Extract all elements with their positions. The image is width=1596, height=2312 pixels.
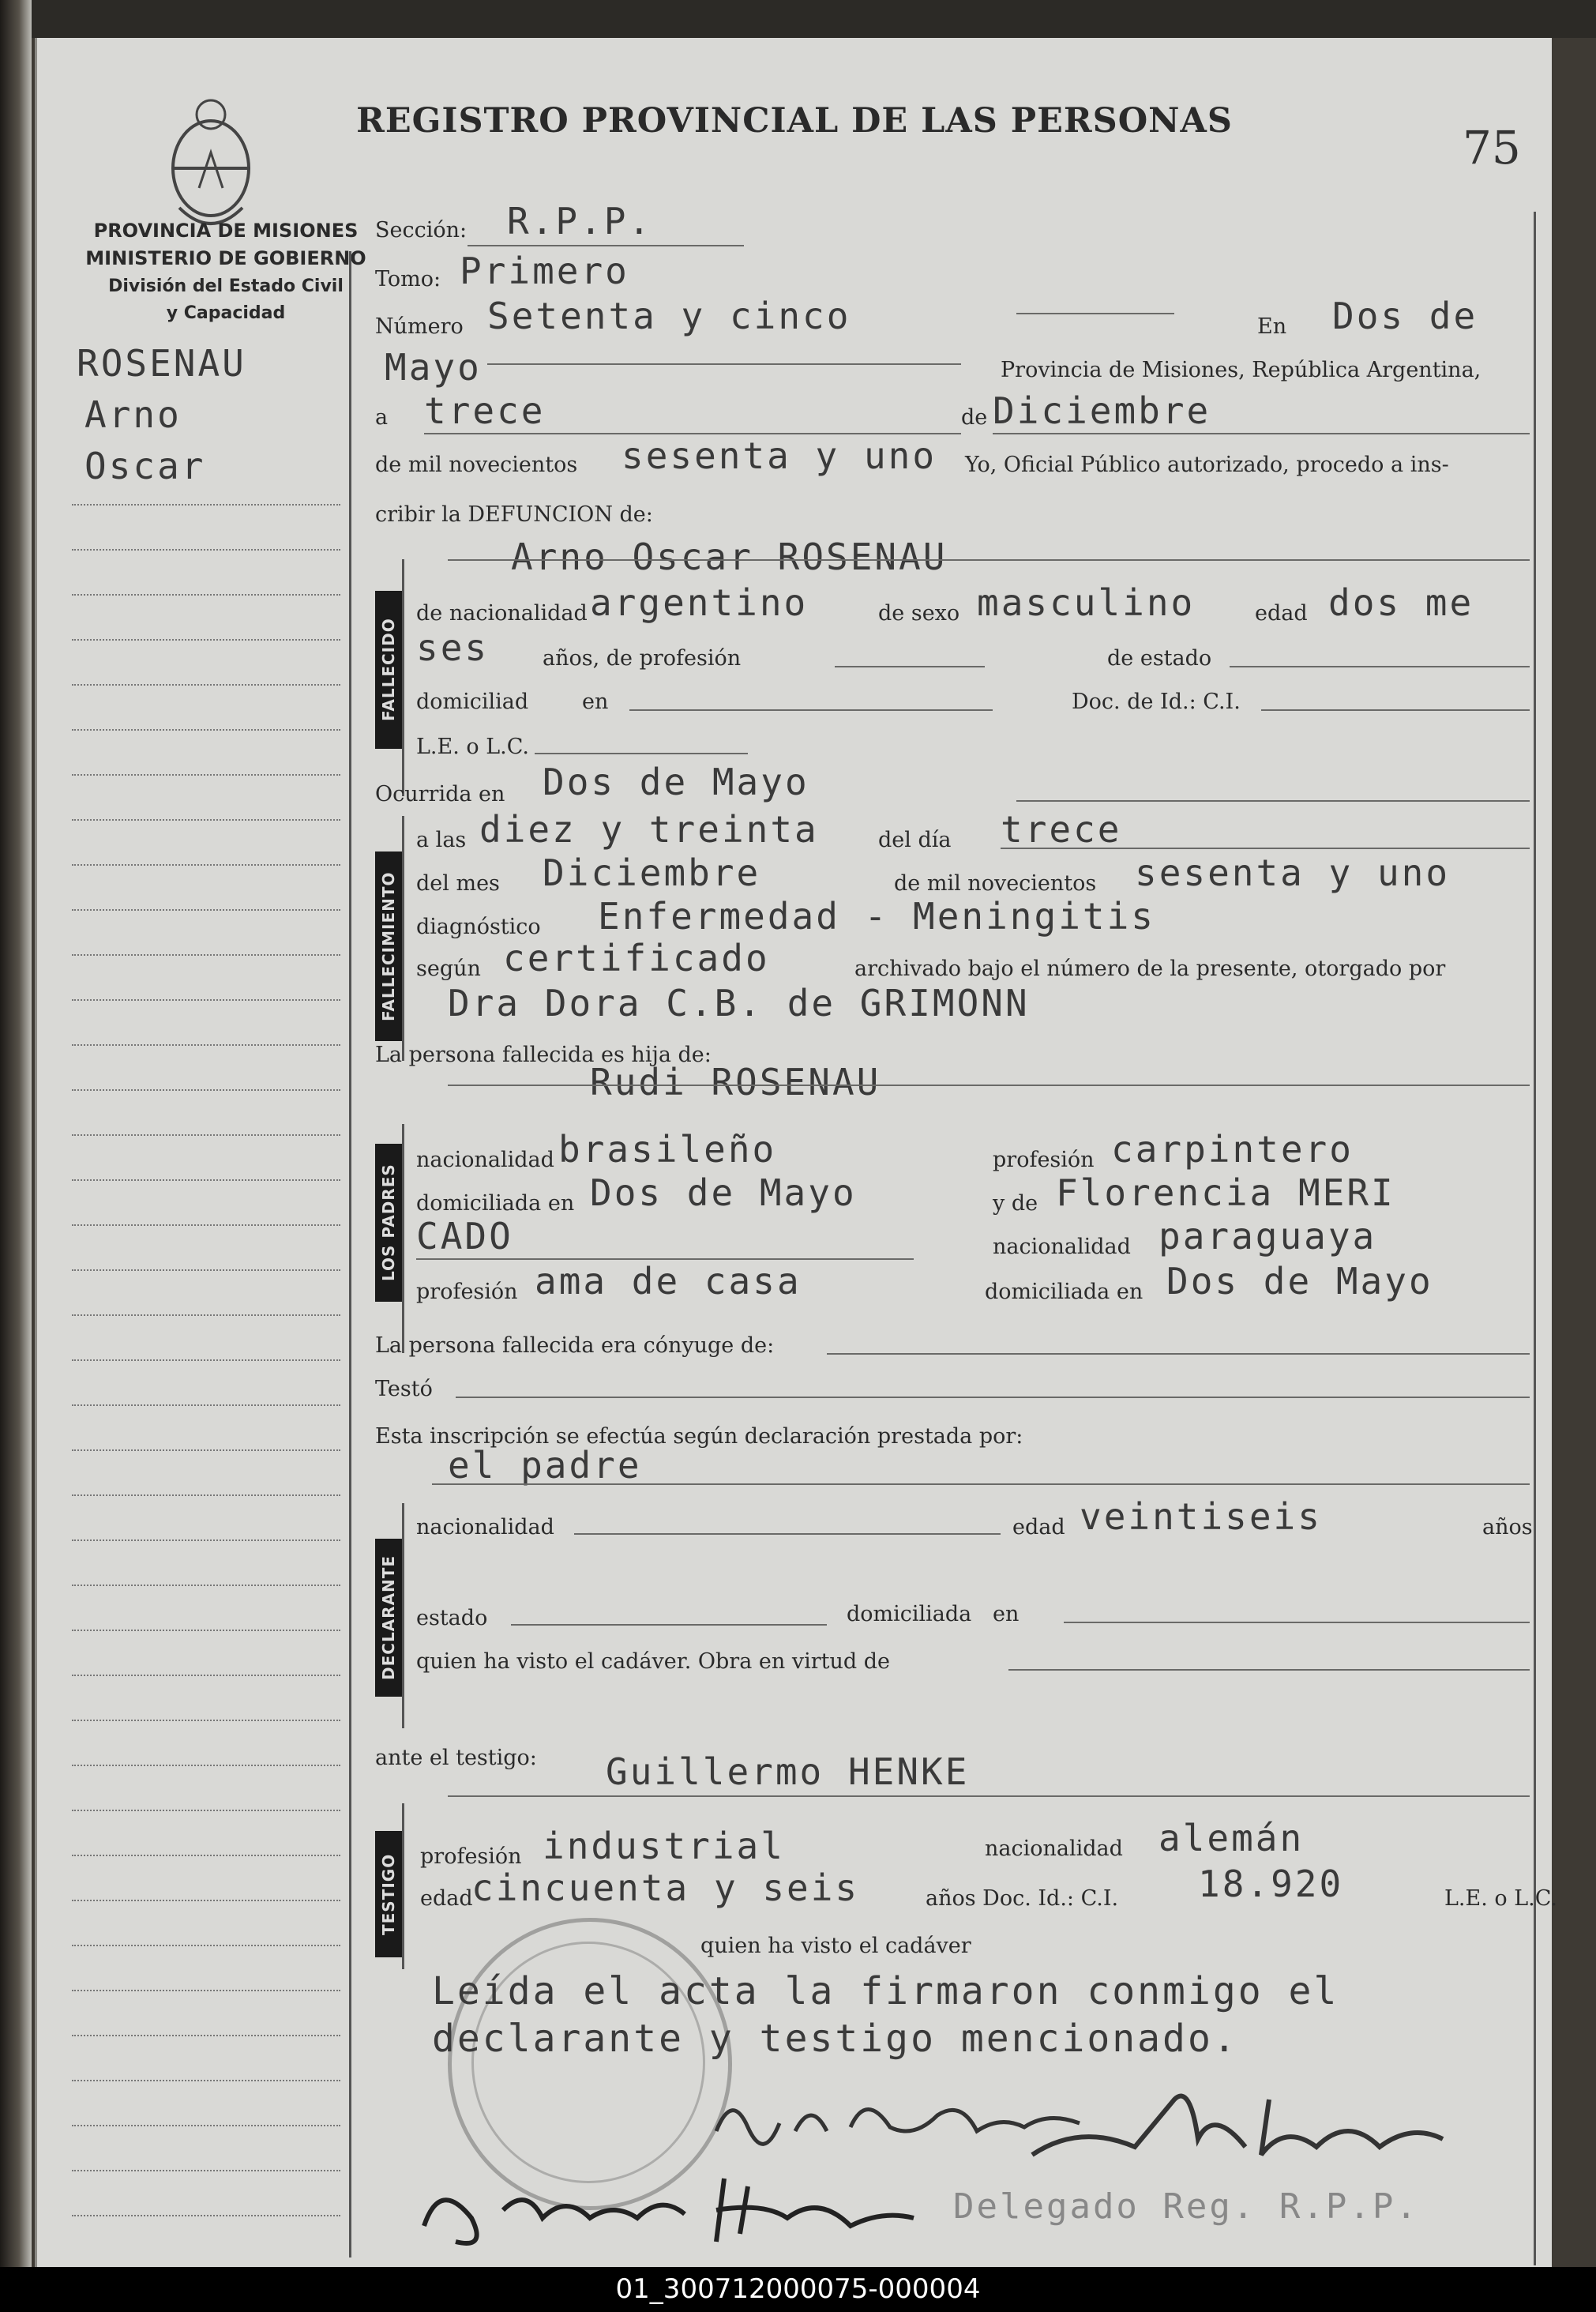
deldia-label: del día — [878, 828, 952, 852]
margin-rule-line — [72, 2080, 340, 2081]
declarante-line — [432, 1483, 1530, 1485]
margin-rule-line — [72, 2035, 340, 2036]
segun-label: según — [416, 957, 481, 981]
hija-label: La persona fallecida es hija de: — [375, 1043, 712, 1067]
testigo-prof-label: profesión — [420, 1844, 522, 1869]
mil-label: de mil novecientos — [375, 453, 578, 477]
deceased-line — [448, 559, 1530, 561]
testigo-signature — [408, 2163, 945, 2257]
delmes-label: del mes — [416, 871, 500, 896]
a-label: a — [375, 405, 389, 430]
fallecido-bracket — [402, 559, 404, 796]
declarante-value: el padre — [448, 1444, 642, 1487]
closing-note-2: declarante y testigo mencionado. — [432, 2017, 1238, 2061]
section-fallecimiento: FALLECIMIENTO — [375, 851, 402, 1041]
testigo-prof-value: industrial — [543, 1825, 785, 1867]
sexo-value: masculino — [977, 581, 1196, 624]
diagnostico-label: diagnóstico — [416, 915, 541, 939]
margin-rule-line — [72, 1314, 340, 1316]
yde-label: y de — [993, 1191, 1038, 1216]
division-name: División del Estado Civil — [108, 276, 344, 296]
margin-rule-line — [72, 729, 340, 731]
domicilio-en-label: en — [582, 690, 609, 714]
demil-label: de mil novecientos — [894, 871, 1097, 896]
division-subname: y Capacidad — [166, 303, 286, 323]
edad-label: edad — [1255, 601, 1308, 626]
anio-value: sesenta y uno — [622, 434, 937, 477]
margin-rule-line — [72, 2215, 340, 2216]
margin-rule-line — [72, 999, 340, 1001]
padre-nac-label: nacionalidad — [416, 1148, 554, 1172]
testigo-line — [448, 1795, 1530, 1797]
margin-first-name: Arno — [84, 393, 182, 436]
fallecimiento-bracket — [402, 816, 404, 1061]
margin-rule-line — [72, 504, 340, 506]
declarante-bracket — [402, 1503, 404, 1728]
le-line — [535, 753, 748, 754]
margin-rule-line — [72, 1404, 340, 1406]
doc-line — [1261, 709, 1530, 711]
margin-rule-line — [72, 954, 340, 956]
declarante-en-label: en — [993, 1602, 1020, 1626]
margin-rule-line — [72, 1494, 340, 1496]
margin-rule-line — [72, 774, 340, 776]
en-label: En — [1257, 314, 1287, 339]
margin-rule-line — [72, 1269, 340, 1271]
margin-rule-line — [72, 1630, 340, 1631]
margin-rule-line — [72, 1720, 340, 1721]
ocurrida-label: Ocurrida en — [375, 782, 505, 806]
domicilio-line — [629, 709, 993, 711]
archivado-text: archivado bajo el número de la presente, otorgado por — [854, 957, 1446, 981]
closing-note-1: Leída el acta la firmaron conmigo el — [432, 1969, 1339, 2013]
doc-label: Doc. de Id.: C.I. — [1072, 690, 1241, 714]
madre-nac-label: nacionalidad — [993, 1235, 1131, 1259]
mes-line — [993, 433, 1530, 434]
margin-rule-line — [72, 684, 340, 686]
section-padres: LOS PADRES — [375, 1144, 402, 1302]
numero-value: Setenta y cinco — [487, 295, 851, 337]
tomo-label: Tomo: — [375, 267, 441, 291]
margin-surname: ROSENAU — [77, 342, 246, 385]
column-divider — [349, 251, 351, 2257]
margin-rule-line — [72, 1134, 340, 1136]
declarante-edad-value: veintiseis — [1080, 1495, 1322, 1538]
ministry-name: MINISTERIO DE GOBIERNO — [85, 247, 366, 269]
testo-label: Testó — [375, 1377, 433, 1401]
right-border — [1534, 212, 1536, 2265]
testo-line — [456, 1397, 1530, 1398]
margin-rule-line — [72, 1585, 340, 1586]
official-stamp-text: Delegado Reg. R.P.P. — [953, 2186, 1419, 2227]
margin-rule-line — [72, 2125, 340, 2126]
numero-label: Número — [375, 314, 464, 339]
deceased-name: Arno Oscar ROSENAU — [511, 536, 948, 578]
margin-rule-line — [72, 1675, 340, 1676]
ocurrida-line — [1016, 800, 1530, 802]
margin-rule-line — [72, 1855, 340, 1856]
nacionalidad-value: argentino — [590, 581, 809, 624]
madre-prof-label: profesión — [416, 1280, 518, 1304]
margin-second-name: Oscar — [84, 445, 206, 487]
lugar-line — [487, 363, 961, 365]
le-label: L.E. o L.C. — [416, 735, 530, 759]
fecha-dia-line — [1001, 848, 1530, 849]
hora-value: diez y treinta — [479, 808, 819, 851]
register-page — [35, 38, 1558, 2267]
official-signature — [1016, 2076, 1490, 2186]
declarante-visto-line — [1008, 1669, 1530, 1671]
padre-dom-value: Dos de Mayo — [590, 1171, 857, 1214]
declarante-dom-line — [1064, 1622, 1530, 1623]
section-fallecido: FALLECIDO — [375, 591, 402, 749]
margin-rule-line — [72, 2170, 340, 2171]
testigo-doc-label: años Doc. Id.: C.I. — [926, 1886, 1119, 1911]
margin-rule-line — [72, 864, 340, 866]
edad-value-1: dos me — [1328, 581, 1474, 624]
ocurrida-value: Dos de Mayo — [543, 761, 809, 803]
testigo-edad-value: cincuenta y seis — [471, 1867, 860, 1909]
madre-prof-value: ama de casa — [535, 1260, 802, 1303]
mes-value: Diciembre — [993, 389, 1211, 432]
alas-label: a las — [416, 828, 467, 852]
padre-dom-label: domiciliada en — [416, 1191, 575, 1216]
madre-value-2: CADO — [416, 1215, 513, 1258]
declarante-estado-label: estado — [416, 1606, 488, 1630]
section-testigo: TESTIGO — [375, 1831, 402, 1957]
edad-value-2: ses — [416, 626, 490, 669]
declarante-edad-label: edad — [1012, 1515, 1065, 1539]
margin-rule-line — [72, 909, 340, 911]
sexo-label: de sexo — [878, 601, 960, 626]
testigo-nac-label: nacionalidad — [985, 1836, 1123, 1861]
margin-rule-line — [72, 1945, 340, 1946]
margin-rule-line — [72, 1539, 340, 1541]
declarante-nac-line — [574, 1533, 1001, 1535]
page-number: 75 — [1463, 121, 1521, 175]
padre-prof-label: profesión — [993, 1148, 1095, 1172]
testigo-doc-value: 18.920 — [1198, 1863, 1344, 1905]
otorgado-value: Dra Dora C.B. de GRIMONN — [448, 982, 1030, 1024]
margin-rule-line — [72, 594, 340, 596]
conyuge-line — [827, 1353, 1530, 1355]
seccion-line — [468, 245, 744, 246]
margin-rule-line — [72, 1224, 340, 1226]
declarante-dom-label: domiciliada — [847, 1602, 972, 1626]
provincia-text: Provincia de Misiones, República Argentina, — [1001, 358, 1481, 382]
margin-rule-line — [72, 819, 340, 821]
nac-label: de nacionalidad — [416, 601, 588, 626]
fecha-mes-value: Diciembre — [543, 851, 761, 894]
declarante-estado-line — [511, 1624, 827, 1626]
testigo-bracket — [402, 1803, 404, 1969]
declarante-nac-label: nacionalidad — [416, 1515, 554, 1539]
padre-prof-value: carpintero — [1111, 1128, 1354, 1171]
madre-nac-value: paraguaya — [1159, 1215, 1377, 1258]
de-label: de — [961, 405, 988, 430]
cribir-text: cribir la DEFUNCION de: — [375, 502, 653, 527]
domiciliad-label: domiciliad — [416, 690, 529, 714]
margin-rule-line — [72, 1359, 340, 1361]
seccion-label: Sección: — [375, 218, 468, 242]
margin-rule-line — [72, 1089, 340, 1091]
padre-line — [448, 1085, 1530, 1086]
estado-label: de estado — [1107, 646, 1212, 671]
estado-line — [1230, 666, 1530, 667]
margin-rule-line — [72, 1765, 340, 1766]
scan-top-edge — [0, 0, 1596, 38]
book-spine — [0, 0, 32, 2312]
margin-rule-line — [72, 1900, 340, 1901]
dia-value: trece — [424, 389, 546, 432]
numero-line — [1016, 313, 1174, 314]
fecha-anio-value: sesenta y uno — [1135, 851, 1451, 894]
ante-testigo-label: ante el testigo: — [375, 1746, 537, 1770]
margin-rule-line — [72, 1990, 340, 1991]
testigo-edad-label: edad — [420, 1886, 473, 1911]
margin-rule-line — [72, 1044, 340, 1046]
margin-rule-line — [72, 1179, 340, 1181]
conyuge-label: La persona fallecida era cónyuge de: — [375, 1333, 775, 1358]
padre-nac-value: brasileño — [558, 1128, 777, 1171]
inscripcion-text: Esta inscripción se efectúa según declaración prestada por: — [375, 1424, 1023, 1449]
scan-identifier: 01_300712000075-000004 — [0, 2267, 1596, 2312]
fecha-dia-value: trece — [1001, 808, 1122, 851]
margin-rule-line — [72, 549, 340, 551]
padres-bracket — [402, 1124, 404, 1353]
margin-rule-line — [72, 639, 340, 641]
testigo-name: Guillermo HENKE — [606, 1750, 970, 1793]
testigo-visto-text: quien ha visto el cadáver — [700, 1934, 971, 1958]
section-declarante: DECLARANTE — [375, 1539, 402, 1697]
margin-rule-line — [72, 1449, 340, 1451]
lugar-value-2: Mayo — [385, 346, 482, 389]
province-name: PROVINCIA DE MISIONES — [93, 220, 359, 242]
page-title: REGISTRO PROVINCIAL DE LAS PERSONAS — [356, 101, 1233, 141]
declarante-visto-text: quien ha visto el cadáver. Obra en virtud de — [416, 1649, 891, 1674]
lugar-value-1: Dos de — [1332, 295, 1478, 337]
segun-value: certificado — [503, 937, 770, 979]
declarante-anios-label: años — [1482, 1515, 1533, 1539]
anios-profesion-label: años, de profesión — [543, 646, 742, 671]
margin-rule-line — [72, 1810, 340, 1811]
profesion-line — [835, 666, 985, 667]
madre-value-1: Florencia MERI — [1056, 1171, 1395, 1214]
padre-value: Rudi ROSENAU — [590, 1061, 881, 1103]
madre-dom-value: Dos de Mayo — [1166, 1260, 1433, 1303]
seccion-value: R.P.P. — [507, 200, 653, 242]
diagnostico-value: Enfermedad - Meningitis — [598, 895, 1155, 938]
testigo-le-label: L.E. o L.C. — [1444, 1886, 1558, 1911]
yo-text: Yo, Oficial Público autorizado, procedo a ins- — [965, 453, 1449, 477]
tomo-value: Primero — [460, 250, 629, 292]
testigo-nac-value: alemán — [1159, 1817, 1305, 1859]
madre-dom-label: domiciliada en — [985, 1280, 1143, 1304]
